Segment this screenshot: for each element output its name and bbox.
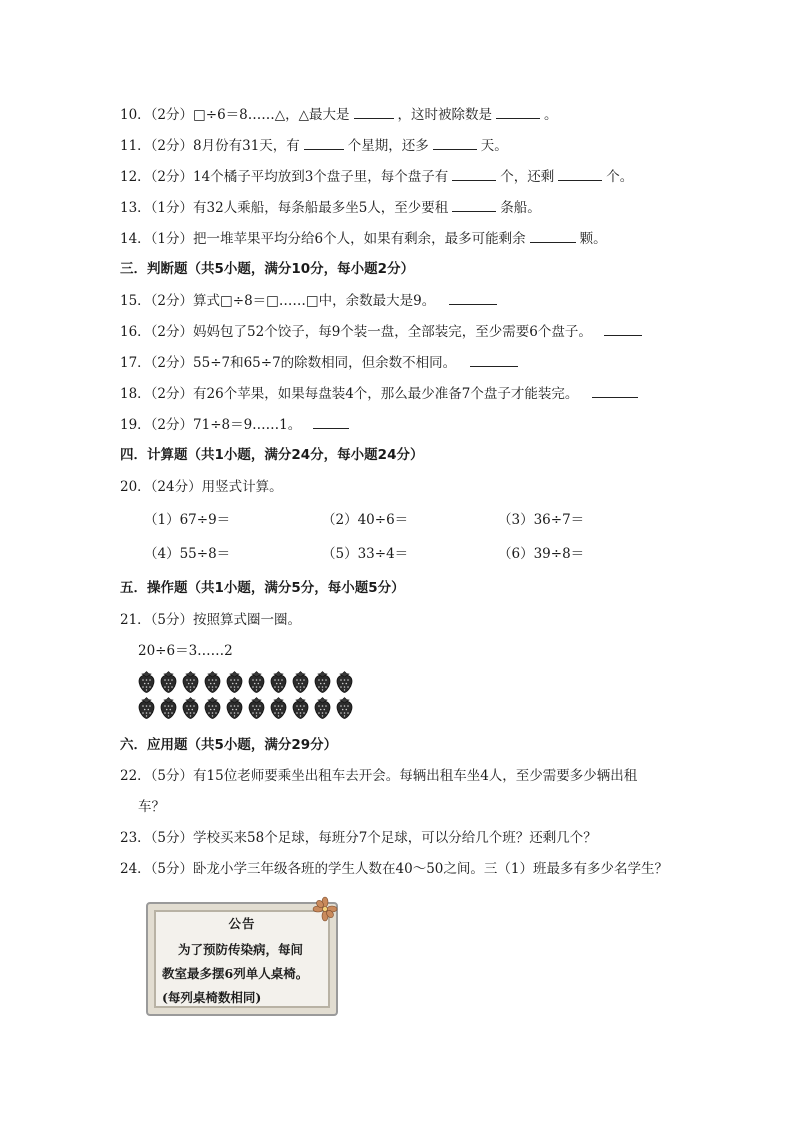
answer-blank[interactable] [496,104,540,119]
strawberry-icon [226,671,243,693]
answer-blank[interactable] [592,383,638,398]
answer-blank[interactable] [530,228,576,243]
section-heading-application: 六．应用题（共5小题，满分29分） [120,737,338,753]
question-15: 15．（2分）算式□÷8＝□……□中，余数最大是9。 [120,290,501,311]
answer-blank[interactable] [452,166,496,181]
question-18: 18．（2分）有26个苹果，如果每盘装4个，那么最少准备7个盘子才能装完。 [120,383,642,404]
strawberry-row [138,697,353,719]
strawberry-row [138,671,353,693]
question-19: 19．（2分）71÷8＝9……1。 [120,414,353,435]
question-22: 22．（5分）有15位老师要乘坐出租车去开会。每辆出租车坐4人，至少需要多少辆出租 [120,768,638,784]
question-10: 10．（2分）□÷6＝8……△，△最大是 ，这时被除数是 。 [120,104,558,125]
strawberry-icon [314,697,331,719]
question-14: 14．（1分）把一堆苹果平均分给6个人，如果有剩余，最多可能剩余 颗。 [120,228,607,249]
answer-blank[interactable] [558,166,602,181]
calc-item: （6）39÷8＝ [498,546,585,562]
flower-decoration-icon [310,896,340,922]
strawberry-icon [248,697,265,719]
notice-line: (每列桌椅数相同) [162,990,262,1005]
answer-blank[interactable] [449,290,497,305]
strawberry-icon [292,697,309,719]
answer-blank[interactable] [313,414,349,429]
strawberry-icon [138,671,155,693]
calc-item: （4）55÷8＝ [144,546,231,562]
question-20: 20．（24分）用竖式计算。 [120,479,283,495]
strawberry-icon [204,697,221,719]
strawberry-icon [182,697,199,719]
strawberry-icon [182,671,199,693]
answer-blank[interactable] [604,321,642,336]
strawberry-icon [160,671,177,693]
answer-blank[interactable] [452,197,496,212]
strawberry-icon [314,671,331,693]
question-12: 12．（2分）14个橘子平均放到3个盘子里，每个盘子有 个，还剩 个。 [120,166,633,187]
section-heading-judge: 三．判断题（共5小题，满分10分，每小题2分） [120,261,415,277]
q21-formula: 20÷6＝3……2 [138,643,233,659]
calc-item: （2）40÷6＝ [322,512,409,528]
section-heading-calc: 四．计算题（共1小题，满分24分，每小题24分） [120,447,424,463]
question-17: 17．（2分）55÷7和65÷7的除数相同，但余数不相同。 [120,352,522,373]
strawberry-icon [336,671,353,693]
strawberry-icon [270,697,287,719]
strawberry-icon [160,697,177,719]
section-heading-operation: 五．操作题（共1小题，满分5分，每小题5分） [120,580,405,596]
strawberry-icon [336,697,353,719]
strawberry-icon [270,671,287,693]
answer-blank[interactable] [354,104,394,119]
question-13: 13．（1分）有32人乘船，每条船最多坐5人，至少要租 条船。 [120,197,541,218]
question-23: 23．（5分）学校买来58个足球，每班分7个足球，可以分给几个班？还剩几个？ [120,830,597,846]
question-24: 24．（5分）卧龙小学三年级各班的学生人数在40～50之间。三（1）班最多有多少名学生？ [120,861,668,877]
question-21: 21．（5分）按照算式圈一圈。 [120,612,302,628]
question-11: 11．（2分）8月份有31天，有 个星期，还多 天。 [120,135,508,156]
notice-line: 为了预防传染病，每间 [178,942,304,957]
answer-blank[interactable] [470,352,518,367]
strawberry-icon [248,671,265,693]
notice-title: 公告 [228,916,256,931]
calc-item: （3）36÷7＝ [498,512,585,528]
strawberry-icon [292,671,309,693]
notice-line: 教室最多摆6列单人桌椅。 [162,966,309,981]
calc-item: （1）67÷9＝ [144,512,231,528]
strawberry-icon [138,697,155,719]
strawberry-icon [226,697,243,719]
strawberry-icon [204,671,221,693]
question-22-cont: 车？ [138,799,165,815]
answer-blank[interactable] [304,135,344,150]
question-16: 16．（2分）妈妈包了52个饺子，每9个装一盘，全部装完，至少需要6个盘子。 [120,321,646,342]
calc-item: （5）33÷4＝ [322,546,409,562]
answer-blank[interactable] [433,135,477,150]
